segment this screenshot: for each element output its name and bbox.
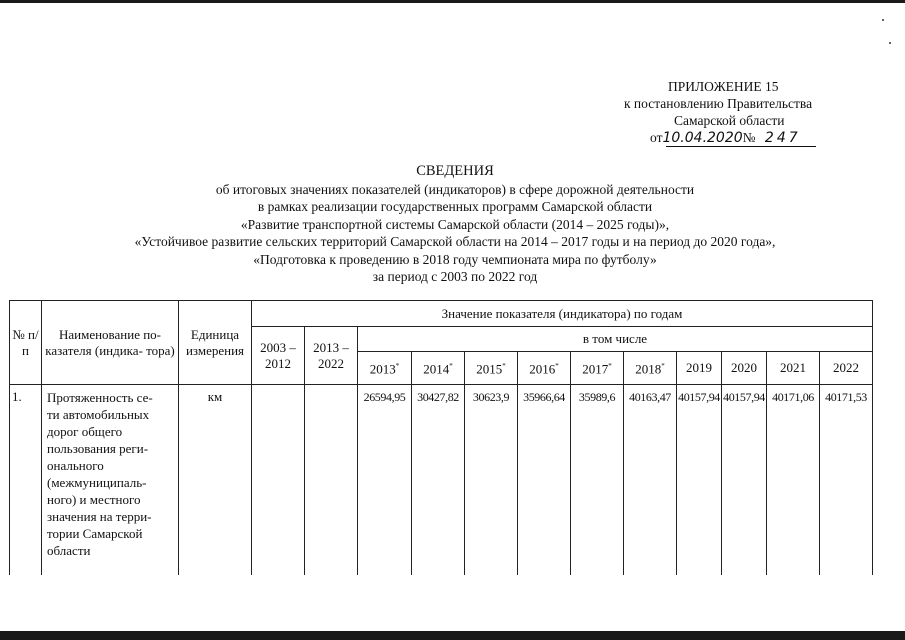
header-range-2013-2022: 2013 – 2022 (305, 327, 358, 385)
heading-title: СВЕДЕНИЯ (416, 163, 494, 179)
scan-bottom-edge (0, 631, 905, 640)
indicator-name-line: онального (47, 458, 104, 473)
heading-line: за период с 2003 по 2022 год (372, 269, 538, 284)
heading-line: «Подготовка к проведению в 2018 году чемпионата мира по футболу» (253, 251, 657, 267)
appendix-title: ПРИЛОЖЕНИЕ 15 (668, 79, 779, 94)
indicator-name-line: ного) и местного (47, 492, 141, 507)
footnote-star: * (395, 362, 400, 371)
year-label: 2017 (582, 361, 609, 377)
header-year-2016 (518, 352, 571, 385)
header-including: в том числе (358, 327, 873, 352)
heading-line: «Развитие транспортной системы Самарской области (2014 – 2025 годы)», (240, 216, 670, 232)
header-year-2021: 2021 (767, 352, 820, 385)
indicator-name-line: значения на терри- (47, 509, 152, 524)
handwritten-number: 247 (764, 130, 801, 146)
indicator-name-line: тории Самарской (47, 526, 143, 541)
appendix-line-region: Самарской области (674, 113, 785, 128)
footnote-star: * (502, 362, 506, 371)
value-2018: 40163,47 (624, 385, 677, 575)
value-2016: 35966,64 (518, 385, 571, 575)
year-label: 2014 (423, 361, 450, 377)
year-label: 2013 (369, 361, 396, 377)
indicator-name-line: области (47, 543, 91, 558)
handwritten-date: 10.04.2020 (662, 130, 743, 146)
heading-line: об итоговых значениях показателей (индикаторов) в сфере дорожной деятельности (215, 181, 695, 197)
header-year-2022: 2022 (820, 352, 873, 385)
scan-speck (882, 19, 884, 21)
footnote-star: * (555, 362, 559, 371)
heading-line: «Устойчивое развитие сельских территорий Самарской области на 2014 – 2017 годы и на период до 2020 года», (134, 234, 776, 249)
from-label: от (650, 130, 663, 145)
header-year-2015 (465, 352, 518, 385)
value-2015: 30623,9 (465, 385, 518, 575)
value-2014: 30427,82 (412, 385, 465, 575)
value-2017: 35989,6 (571, 385, 624, 575)
number-label: № (742, 130, 756, 145)
indicator-name-line: Протяженность се- (47, 390, 153, 405)
row-num: 1. (10, 385, 42, 575)
header-year-2019: 2019 (677, 352, 722, 385)
indicator-name-line: (межмуниципаль- (47, 475, 147, 490)
header-unit: Единица измерения (179, 301, 252, 385)
header-name (42, 301, 179, 385)
footnote-star: * (661, 362, 665, 371)
table-row (10, 385, 873, 575)
appendix-block (600, 78, 865, 149)
year-label: 2015 (476, 361, 503, 377)
heading-line: в рамках реализации государственных программ Самарской области (257, 199, 653, 214)
document-heading (60, 163, 850, 286)
appendix-date-line (600, 129, 865, 149)
footnote-star: * (608, 362, 612, 371)
header-year-2017 (571, 352, 624, 385)
row-indicator-name (42, 385, 179, 575)
value-2019: 40157,94 (677, 385, 722, 575)
row-unit: км (179, 385, 252, 575)
header-name-text: Наименование по- казателя (индика- тора) (45, 326, 175, 358)
year-label: 2016 (529, 361, 556, 377)
footnote-star: * (449, 362, 453, 371)
value-2020: 40157,94 (722, 385, 767, 575)
row-range-2013-2022 (305, 385, 358, 575)
value-2013: 26594,95 (358, 385, 412, 575)
scan-speck (889, 42, 891, 44)
row-range-2003-2012 (252, 385, 305, 575)
header-values-group: Значение показателя (индикатора) по годам (252, 301, 873, 327)
header-year-2020: 2020 (722, 352, 767, 385)
value-2022: 40171,53 (820, 385, 873, 575)
header-year-2013 (358, 352, 412, 385)
appendix-line-resolution: к постановлению Правительства (624, 96, 813, 111)
value-2021: 40171,06 (767, 385, 820, 575)
year-label: 2018 (635, 361, 662, 377)
indicator-name-line: дорог общего (47, 424, 123, 439)
header-year-2018 (624, 352, 677, 385)
scan-top-edge (0, 0, 905, 3)
signature-underline (666, 146, 816, 147)
indicator-name-line: ти автомобильных (47, 407, 150, 422)
indicators-table (9, 300, 873, 575)
indicator-name-line: пользования реги- (47, 441, 149, 456)
header-range-2003-2012: 2003 – 2012 (252, 327, 305, 385)
header-num: № п/п (10, 301, 42, 385)
header-year-2014 (412, 352, 465, 385)
